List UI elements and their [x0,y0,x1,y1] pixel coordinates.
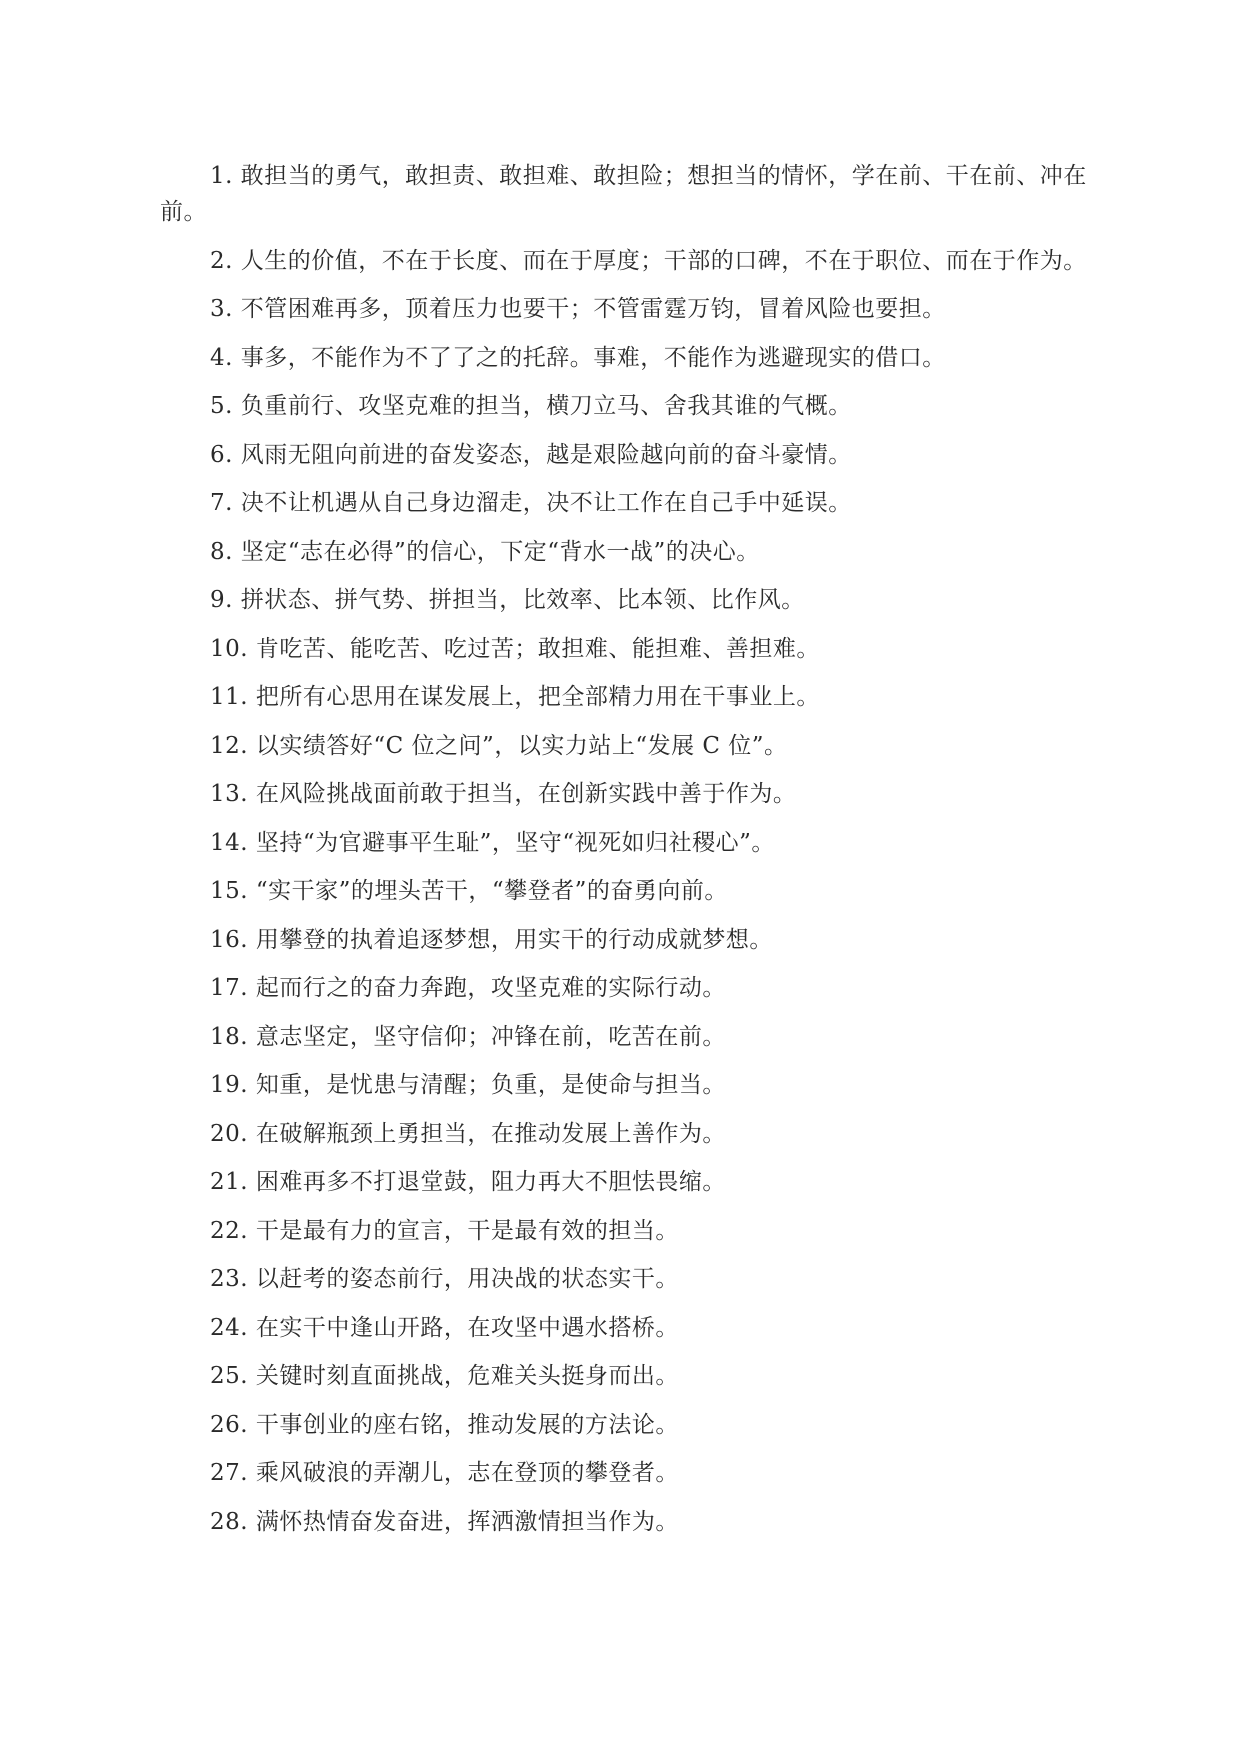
list-item: 22. 干是最有力的宣言，干是最有效的担当。 [210,1217,679,1244]
list-item: 13. 在风险挑战面前敢于担当，在创新实践中善于作为。 [210,781,797,807]
list-item: 5. 负重前行、攻坚克难的担当，横刀立马、舍我其谁的气概。 [210,393,852,419]
list-item: 23. 以赶考的姿态前行，用决战的状态实干。 [210,1266,679,1292]
list-item: 28. 满怀热情奋发奋进，挥洒激情担当作为。 [210,1508,679,1535]
list-item: 8. 坚定“志在必得”的信心，下定“背水一战”的决心。 [210,538,760,565]
list-item: 4. 事多，不能作为不了了之的托辞。事难，不能作为逃避现实的借口。 [210,344,946,371]
list-item: 20. 在破解瓶颈上勇担当，在推动发展上善作为。 [210,1120,726,1147]
list-item: 16. 用攀登的执着追逐梦想，用实干的行动成就梦想。 [210,926,773,953]
list-item: 7. 决不让机遇从自己身边溜走，决不让工作在自己手中延误。 [210,490,852,516]
list-item: 25. 关键时刻直面挑战，危难关头挺身而出。 [210,1363,679,1389]
list-item: 12. 以实绩答好“C 位之问”，以实力站上“发展 C 位”。 [210,732,788,759]
document-body [160,158,1090,1552]
list-item: 26. 干事创业的座右铭，推动发展的方法论。 [210,1411,679,1438]
list-item: 24. 在实干中逢山开路，在攻坚中遇水搭桥。 [210,1314,679,1341]
list-item: 18. 意志坚定，坚守信仰；冲锋在前，吃苦在前。 [210,1023,726,1050]
list-item: 14. 坚持“为官避事平生耻”，坚守“视死如归社稷心”。 [210,829,775,856]
list-item: 19. 知重，是忧患与清醒；负重，是使命与担当。 [210,1072,726,1098]
list-item: 6. 风雨无阻向前进的奋发姿态，越是艰险越向前的奋斗豪情。 [210,441,852,468]
list-item: 17. 起而行之的奋力奔跑，攻坚克难的实际行动。 [210,975,726,1001]
list-item: 10. 肯吃苦、能吃苦、吃过苦；敢担难、能担难、善担难。 [210,635,820,662]
list-item: 3. 不管困难再多，顶着压力也要干；不管雷霆万钧，冒着风险也要担。 [210,296,946,322]
list-item: 9. 拼状态、拼气势、拼担当，比效率、比本领、比作风。 [210,587,805,613]
list-item: 27. 乘风破浪的弄潮儿，志在登顶的攀登者。 [210,1460,679,1486]
list-item: 21. 困难再多不打退堂鼓，阻力再大不胆怯畏缩。 [210,1169,726,1195]
list-item: 11. 把所有心思用在谋发展上，把全部精力用在干事业上。 [210,684,820,710]
list-item: 15. “实干家”的埋头苦干，“攀登者”的奋勇向前。 [210,878,728,904]
list-item: 1. 敢担当的勇气，敢担责、敢担难、敢担险；想担当的情怀，学在前、干在前、冲在前。 [160,163,1087,225]
list-item: 2. 人生的价值，不在于长度、而在于厚度；干部的口碑，不在于职位、而在于作为。 [210,247,1087,274]
